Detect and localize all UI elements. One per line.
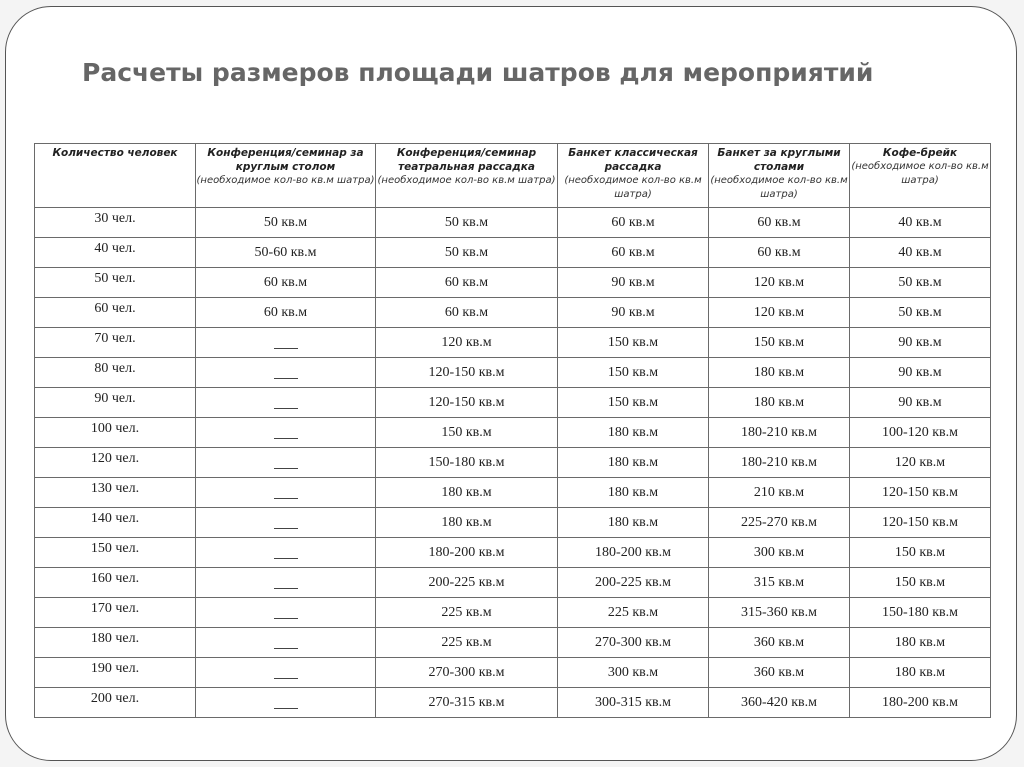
not-applicable-dash <box>274 492 298 499</box>
table-row <box>35 418 991 448</box>
table-cell-banquet-classic: 150 кв.м <box>558 358 709 388</box>
table-cell-people-count: 60 чел. <box>35 298 196 328</box>
table-cell-coffee-break: 150 кв.м <box>850 568 991 598</box>
table-cell-conference-round-table <box>196 388 376 418</box>
table-cell-coffee-break: 50 кв.м <box>850 268 991 298</box>
not-applicable-dash <box>274 522 298 529</box>
table-cell-people-count: 80 чел. <box>35 358 196 388</box>
table-cell-people-count: 160 чел. <box>35 568 196 598</box>
table-cell-people-count: 140 чел. <box>35 508 196 538</box>
table-cell-banquet-round-tables: 360 кв.м <box>709 628 850 658</box>
table-cell-conference-theatre: 225 кв.м <box>376 598 558 628</box>
not-applicable-dash <box>274 642 298 649</box>
table-cell-conference-theatre: 120-150 кв.м <box>376 388 558 418</box>
table-cell-conference-round-table: 60 кв.м <box>196 268 376 298</box>
table-cell-conference-theatre: 50 кв.м <box>376 208 558 238</box>
table-cell-banquet-round-tables: 60 кв.м <box>709 238 850 268</box>
table-cell-people-count: 170 чел. <box>35 598 196 628</box>
table-row <box>35 208 991 238</box>
table-row <box>35 358 991 388</box>
not-applicable-dash <box>274 432 298 439</box>
table-cell-conference-round-table <box>196 328 376 358</box>
not-applicable-dash <box>274 342 298 349</box>
table-cell-conference-round-table: 50-60 кв.м <box>196 238 376 268</box>
table-cell-banquet-classic: 180 кв.м <box>558 508 709 538</box>
table-cell-banquet-classic: 200-225 кв.м <box>558 568 709 598</box>
not-applicable-dash <box>274 462 298 469</box>
column-header-title: Кофе-брейк <box>882 147 958 159</box>
table-cell-banquet-round-tables: 120 кв.м <box>709 298 850 328</box>
table-row <box>35 508 991 538</box>
table-cell-banquet-classic: 180 кв.м <box>558 448 709 478</box>
table-cell-conference-theatre: 60 кв.м <box>376 268 558 298</box>
table-cell-conference-theatre: 60 кв.м <box>376 298 558 328</box>
table-cell-conference-theatre: 120 кв.м <box>376 328 558 358</box>
table-cell-banquet-classic: 225 кв.м <box>558 598 709 628</box>
table-cell-banquet-round-tables: 180-210 кв.м <box>709 418 850 448</box>
column-header-title: Количество человек <box>52 147 178 159</box>
table-row <box>35 568 991 598</box>
table-row <box>35 298 991 328</box>
table-cell-conference-theatre: 270-315 кв.м <box>376 688 558 718</box>
not-applicable-dash <box>274 672 298 679</box>
table-cell-conference-theatre: 150-180 кв.м <box>376 448 558 478</box>
table-cell-coffee-break: 40 кв.м <box>850 238 991 268</box>
table-cell-conference-round-table <box>196 688 376 718</box>
table-cell-coffee-break: 150-180 кв.м <box>850 598 991 628</box>
table-row <box>35 688 991 718</box>
table-cell-banquet-round-tables: 300 кв.м <box>709 538 850 568</box>
column-header-people-count <box>35 144 196 208</box>
column-header-subtitle: (необходимое кол-во кв.м шатра) <box>377 175 556 186</box>
table-cell-conference-round-table <box>196 478 376 508</box>
table-cell-banquet-round-tables: 180 кв.м <box>709 388 850 418</box>
column-header-subtitle: (необходимое кол-во кв.м шатра) <box>564 175 702 200</box>
table-row <box>35 478 991 508</box>
table-cell-banquet-classic: 300-315 кв.м <box>558 688 709 718</box>
table-cell-banquet-round-tables: 225-270 кв.м <box>709 508 850 538</box>
table-cell-conference-round-table <box>196 418 376 448</box>
column-header-coffee-break <box>850 144 991 208</box>
table-cell-coffee-break: 180-200 кв.м <box>850 688 991 718</box>
table-cell-banquet-round-tables: 180 кв.м <box>709 358 850 388</box>
table-cell-banquet-classic: 60 кв.м <box>558 208 709 238</box>
table-cell-coffee-break: 150 кв.м <box>850 538 991 568</box>
table-cell-banquet-classic: 300 кв.м <box>558 658 709 688</box>
table-row <box>35 388 991 418</box>
table-cell-people-count: 200 чел. <box>35 688 196 718</box>
column-header-banquet-round-tables <box>709 144 850 208</box>
table-cell-banquet-round-tables: 360-420 кв.м <box>709 688 850 718</box>
table-cell-banquet-classic: 180 кв.м <box>558 418 709 448</box>
table-cell-conference-round-table <box>196 658 376 688</box>
table-row <box>35 598 991 628</box>
table-cell-banquet-round-tables: 360 кв.м <box>709 658 850 688</box>
not-applicable-dash <box>274 612 298 619</box>
not-applicable-dash <box>274 582 298 589</box>
table-row <box>35 538 991 568</box>
not-applicable-dash <box>274 702 298 709</box>
table-row <box>35 448 991 478</box>
column-header-title: Банкет за круглыми столами <box>717 147 841 173</box>
table-row <box>35 658 991 688</box>
table-cell-banquet-round-tables: 315 кв.м <box>709 568 850 598</box>
column-header-title: Банкет классическая рассадка <box>568 147 698 173</box>
table-cell-conference-theatre: 180-200 кв.м <box>376 538 558 568</box>
table-row <box>35 328 991 358</box>
table-cell-conference-round-table <box>196 598 376 628</box>
table-cell-coffee-break: 120 кв.м <box>850 448 991 478</box>
not-applicable-dash <box>274 552 298 559</box>
table-cell-coffee-break: 100-120 кв.м <box>850 418 991 448</box>
table-cell-coffee-break: 120-150 кв.м <box>850 508 991 538</box>
not-applicable-dash <box>274 402 298 409</box>
table-cell-conference-round-table <box>196 508 376 538</box>
table-row <box>35 238 991 268</box>
table-cell-conference-theatre: 180 кв.м <box>376 508 558 538</box>
table-cell-conference-round-table: 60 кв.м <box>196 298 376 328</box>
table-cell-people-count: 190 чел. <box>35 658 196 688</box>
table-cell-coffee-break: 90 кв.м <box>850 358 991 388</box>
table-cell-people-count: 70 чел. <box>35 328 196 358</box>
table-cell-banquet-round-tables: 120 кв.м <box>709 268 850 298</box>
column-header-title: Конференция/семинар за круглым столом <box>207 147 364 173</box>
table-cell-conference-theatre: 150 кв.м <box>376 418 558 448</box>
column-header-subtitle: (необходимое кол-во кв.м шатра) <box>851 161 989 186</box>
not-applicable-dash <box>274 372 298 379</box>
column-header-subtitle: (необходимое кол-во кв.м шатра) <box>196 175 375 186</box>
table-cell-people-count: 180 чел. <box>35 628 196 658</box>
table-header-row <box>35 144 991 208</box>
table-cell-conference-round-table <box>196 538 376 568</box>
table-cell-banquet-classic: 180 кв.м <box>558 478 709 508</box>
table-body <box>35 208 991 718</box>
table-cell-conference-round-table <box>196 568 376 598</box>
table-cell-people-count: 90 чел. <box>35 388 196 418</box>
table-row <box>35 628 991 658</box>
table-cell-people-count: 130 чел. <box>35 478 196 508</box>
table-cell-people-count: 100 чел. <box>35 418 196 448</box>
table-cell-people-count: 120 чел. <box>35 448 196 478</box>
table-cell-conference-theatre: 270-300 кв.м <box>376 658 558 688</box>
table-cell-banquet-classic: 60 кв.м <box>558 238 709 268</box>
table-cell-conference-theatre: 180 кв.м <box>376 478 558 508</box>
table-cell-banquet-classic: 90 кв.м <box>558 298 709 328</box>
table-cell-banquet-classic: 150 кв.м <box>558 388 709 418</box>
table-cell-conference-round-table <box>196 448 376 478</box>
table-cell-coffee-break: 120-150 кв.м <box>850 478 991 508</box>
table-cell-coffee-break: 180 кв.м <box>850 628 991 658</box>
table-cell-banquet-classic: 150 кв.м <box>558 328 709 358</box>
tent-size-table <box>34 143 991 718</box>
table-cell-conference-theatre: 225 кв.м <box>376 628 558 658</box>
column-header-conference-round-table <box>196 144 376 208</box>
table-row <box>35 268 991 298</box>
table-cell-banquet-round-tables: 210 кв.м <box>709 478 850 508</box>
column-header-subtitle: (необходимое кол-во кв.м шатра) <box>710 175 848 200</box>
table-cell-coffee-break: 90 кв.м <box>850 388 991 418</box>
table-cell-coffee-break: 40 кв.м <box>850 208 991 238</box>
table-cell-banquet-round-tables: 150 кв.м <box>709 328 850 358</box>
table-cell-banquet-round-tables: 180-210 кв.м <box>709 448 850 478</box>
table-cell-coffee-break: 50 кв.м <box>850 298 991 328</box>
table-cell-coffee-break: 180 кв.м <box>850 658 991 688</box>
table-cell-coffee-break: 90 кв.м <box>850 328 991 358</box>
table-cell-people-count: 50 чел. <box>35 268 196 298</box>
table-cell-banquet-classic: 90 кв.м <box>558 268 709 298</box>
table-cell-people-count: 30 чел. <box>35 208 196 238</box>
table-cell-people-count: 40 чел. <box>35 238 196 268</box>
table-cell-banquet-classic: 270-300 кв.м <box>558 628 709 658</box>
table-cell-conference-round-table <box>196 358 376 388</box>
slide-title: Расчеты размеров площади шатров для мероприятий <box>82 58 874 87</box>
table-cell-banquet-round-tables: 60 кв.м <box>709 208 850 238</box>
table-cell-conference-theatre: 120-150 кв.м <box>376 358 558 388</box>
column-header-banquet-classic <box>558 144 709 208</box>
column-header-conference-theatre <box>376 144 558 208</box>
column-header-title: Конференция/семинар театральная рассадка <box>396 147 537 173</box>
table-cell-conference-round-table: 50 кв.м <box>196 208 376 238</box>
table-cell-banquet-round-tables: 315-360 кв.м <box>709 598 850 628</box>
table-cell-conference-theatre: 50 кв.м <box>376 238 558 268</box>
table-cell-people-count: 150 чел. <box>35 538 196 568</box>
table-cell-conference-theatre: 200-225 кв.м <box>376 568 558 598</box>
table-cell-conference-round-table <box>196 628 376 658</box>
table-cell-banquet-classic: 180-200 кв.м <box>558 538 709 568</box>
